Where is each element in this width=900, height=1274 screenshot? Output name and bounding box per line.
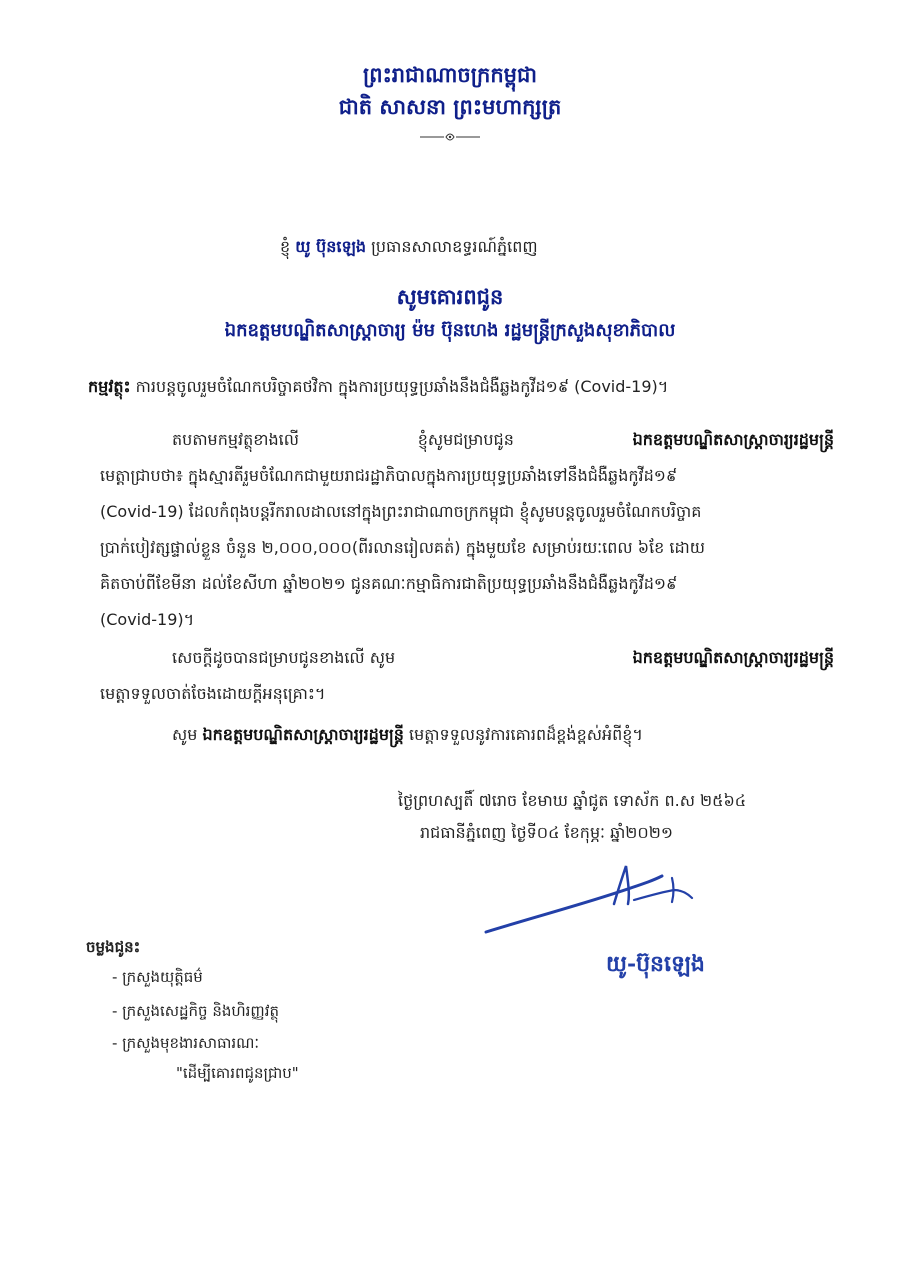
p1-row-4 bbox=[100, 530, 834, 566]
subject-line bbox=[88, 376, 668, 400]
cc-note: "ដើម្បីគោរពជូនជ្រាប" bbox=[176, 1064, 299, 1082]
p3-text-c: មេត្តាទទួលនូវការគោរពដ៏ខ្ពង់ខ្ពស់អំពីខ្ញុំ។ bbox=[408, 725, 643, 744]
cc-item-economy: - ក្រសួងសេដ្ឋកិច្ច និងហិរញ្ញវត្ថុ bbox=[112, 1002, 279, 1020]
p1-row-2 bbox=[100, 458, 834, 494]
sender-line bbox=[280, 236, 538, 260]
sender-prefix: ខ្ញុំ bbox=[280, 237, 291, 256]
respect-heading: សូមគោរពជូន bbox=[396, 285, 504, 309]
p1-text-b: ខ្ញុំសូមជម្រាបជូន bbox=[417, 430, 514, 449]
p1-line-5: គិតចាប់ពីខែមីនា ដល់ខែសីហា ឆ្នាំ២០២១ ជូនគណៈកម្មាធិការជាតិប្រយុទ្ធប្រឆាំងនឹងជំងឺឆ្លងកូវីដ១៩ bbox=[100, 574, 678, 593]
sender-title: ប្រធានសាលាឧទ្ធរណ៍ភ្នំពេញ bbox=[371, 237, 538, 256]
p1-row-1 bbox=[100, 422, 834, 458]
p1-line-2: មេត្តាជ្រាបថា៖ ក្នុងស្មារតីរួមចំណែកជាមួយរាជរដ្ឋាភិបាលក្នុងការប្រយុទ្ធប្រឆាំងទៅនឹងជំងឺឆ្លងកូវីដ១៩ bbox=[100, 466, 678, 485]
p1-text-a: តបតាមកម្មវត្ថុខាងលើ bbox=[172, 430, 299, 449]
cc-item-civil-service: - ក្រសួងមុខងារសាធារណៈ bbox=[112, 1034, 260, 1052]
signatory-name: យូ-ប៊ុនឡេង bbox=[606, 951, 705, 977]
subject-label: កម្មវត្ថុះ bbox=[88, 377, 131, 396]
p1-line-6: (Covid-19)។ bbox=[100, 610, 195, 629]
p2-row-2 bbox=[100, 676, 834, 712]
paragraph-3 bbox=[172, 724, 643, 748]
cc-item-justice: - ក្រសួងយុត្តិធម៌ bbox=[112, 968, 203, 986]
p1-line-3: (Covid-19) ដែលកំពុងបន្តរីករាលដាលនៅក្នុងព្រះរាជាណាចក្រកម្ពុជា ខ្ញុំសូមបន្តចូលរួមចំណែកបរិច្ចាគ bbox=[100, 502, 702, 521]
date-solar: រាជធានីភ្នំពេញ ថ្ងៃទី០៤ ខែកុម្ភៈ ឆ្នាំ២០២១ bbox=[420, 823, 673, 842]
paragraph-2 bbox=[100, 640, 834, 712]
p1-row-3 bbox=[100, 494, 834, 530]
kingdom-title: ព្រះរាជាណាចក្រកម្ពុជា bbox=[362, 62, 537, 87]
p2-text-a: សេចក្តីដូចបានជម្រាបជូនខាងលើ សូម bbox=[172, 648, 396, 667]
p1-row-6 bbox=[100, 602, 834, 638]
ornament-divider bbox=[418, 130, 482, 144]
paragraph-1 bbox=[100, 422, 834, 638]
national-motto: ជាតិ សាសនា ព្រះមហាក្សត្រ bbox=[338, 94, 562, 119]
subject-text: ការបន្តចូលរួមចំណែកបរិច្ចាគថវិកា ក្នុងការប្រយុទ្ធប្រឆាំងនឹងជំងឺឆ្លងកូវីដ១៩ (Covid-19)។ bbox=[135, 377, 669, 396]
p3-honorific: ឯកឧត្តមបណ្ឌិតសាស្ត្រាចារ្យរដ្ឋមន្ត្រី bbox=[202, 725, 404, 744]
date-lunar: ថ្ងៃព្រហស្បតិ៍ ៧រោច ខែមាឃ ឆ្នាំជូត ទោស័ក ព.ស ២៥៦៤ bbox=[398, 791, 747, 810]
recipient-heading: ឯកឧត្តមបណ្ឌិតសាស្ត្រាចារ្យ ម៉ម ប៊ុនហេង រដ្ឋមន្ត្រីក្រសួងសុខាភិបាល bbox=[224, 320, 676, 341]
p2-line-2: មេត្តាទទួលចាត់ចែងដោយក្តីអនុគ្រោះ។ bbox=[100, 684, 326, 703]
signature-mark bbox=[478, 860, 708, 940]
p1-line-4: ប្រាក់បៀវត្សផ្ទាល់ខ្លួន ចំនួន ២,០០០,០០០(ពីរលានរៀលគត់) ក្នុងមួយខែ សម្រាប់រយៈពេល ៦ខែ ដោយ bbox=[100, 538, 705, 557]
cc-label: ចម្លងជូនះ bbox=[86, 938, 141, 956]
p1-row-5 bbox=[100, 566, 834, 602]
p2-row-1 bbox=[100, 640, 834, 676]
p1-honorific: ឯកឧត្តមបណ្ឌិតសាស្ត្រាចារ្យរដ្ឋមន្ត្រី bbox=[632, 430, 834, 449]
p3-text-a: សូម bbox=[172, 725, 198, 744]
p2-honorific: ឯកឧត្តមបណ្ឌិតសាស្ត្រាចារ្យរដ្ឋមន្ត្រី bbox=[632, 648, 834, 667]
sender-name: យូ ប៊ុនឡេង bbox=[295, 237, 367, 256]
